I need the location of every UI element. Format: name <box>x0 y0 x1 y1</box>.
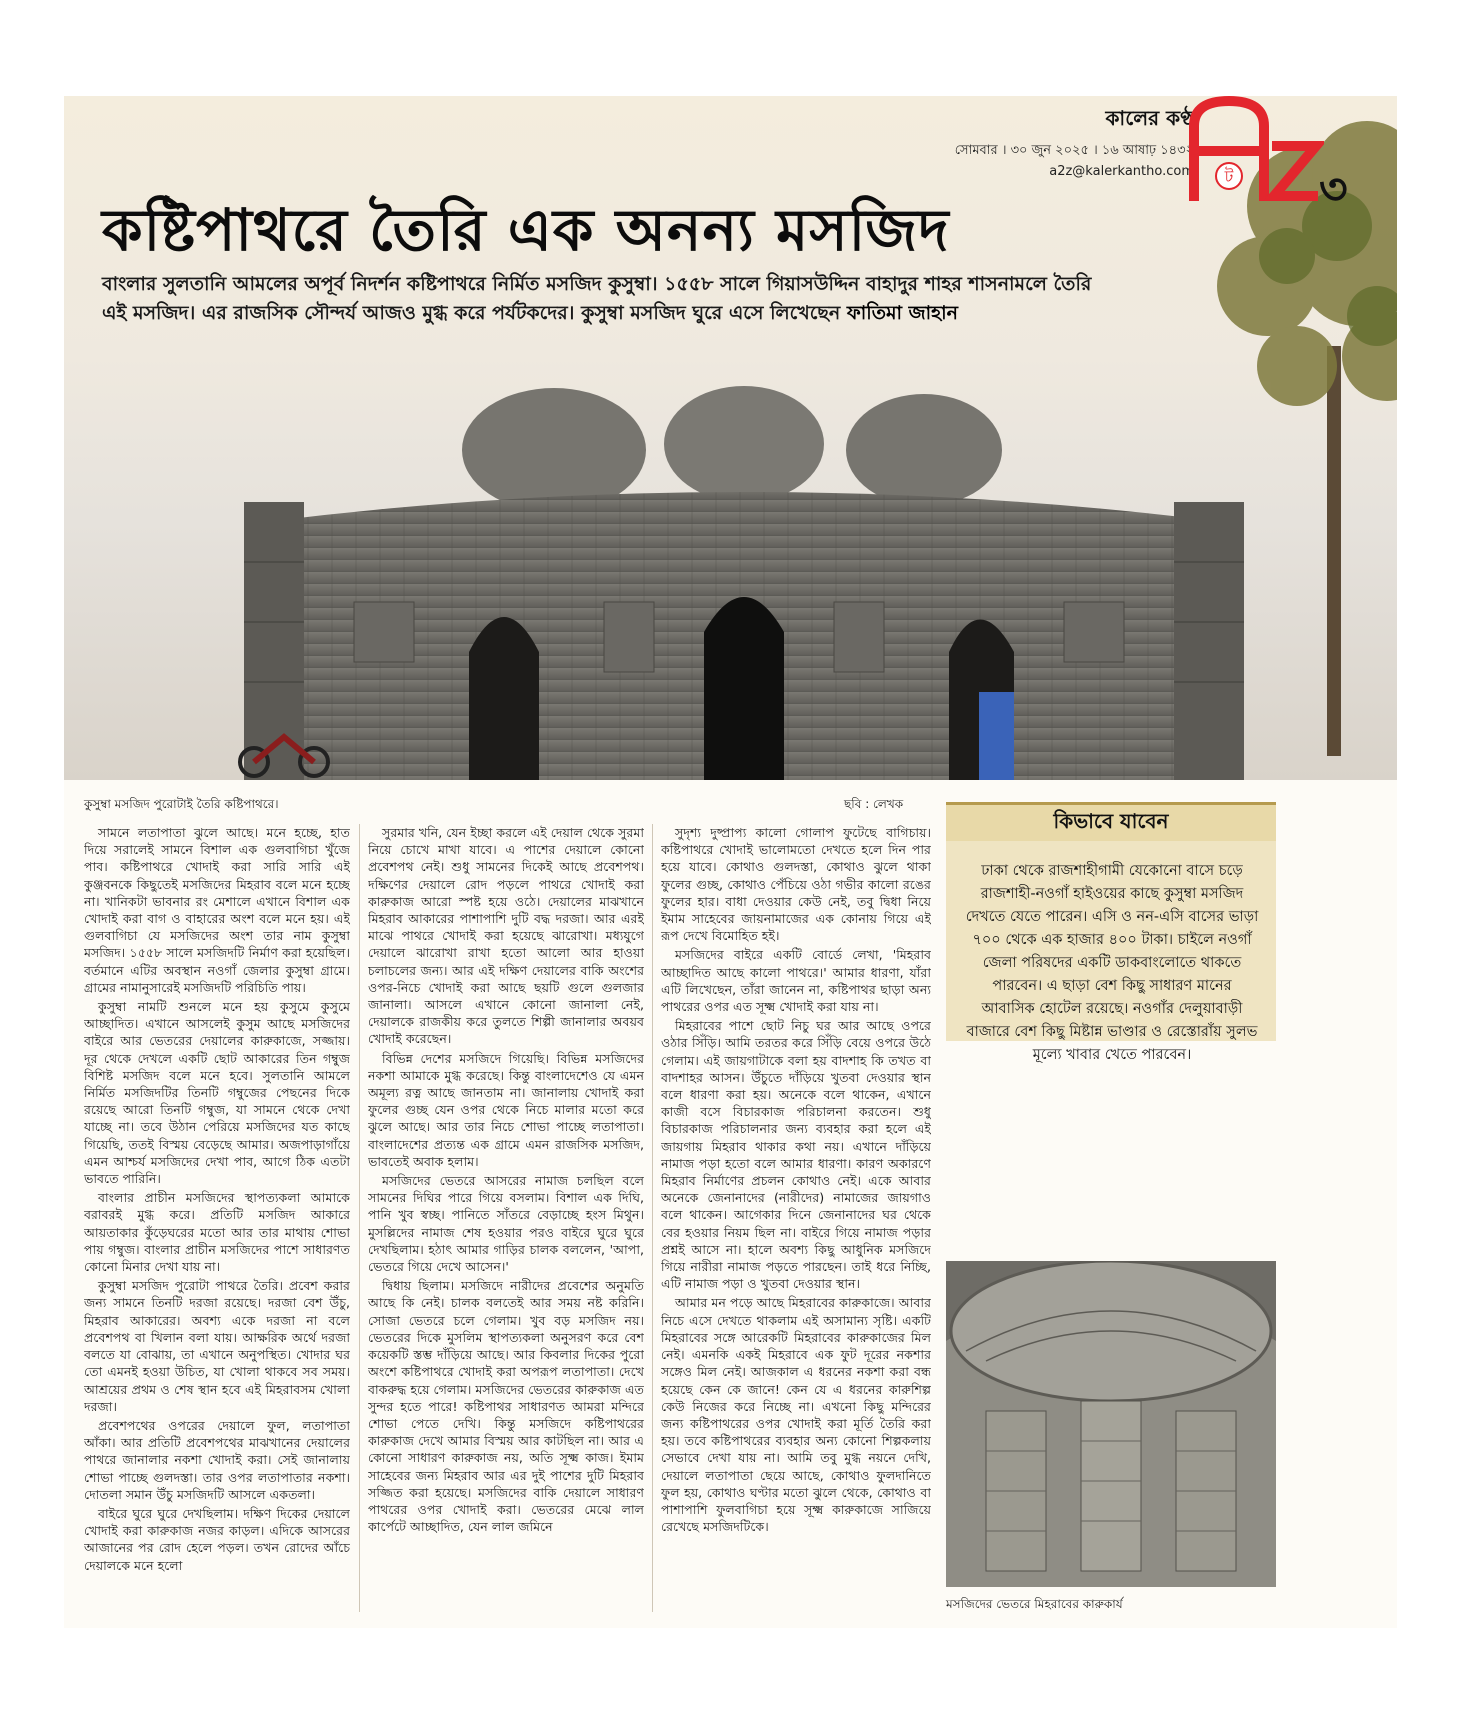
paragraph: মসজিদের বাইরে একটি বোর্ডে লেখা, 'মিহরাব আচ্ছাদিত আছে কালো পাথরে।' আমার ধারণা, যাঁরা এটি লিখেছেন, তাঁরা জানেন না, কষ্টিপাথর ছাড়া অন্য পাথরের ওপর এত সূক্ষ্ম খোদাই করা যায় না। <box>661 947 931 1015</box>
article-column-3 <box>661 824 931 1612</box>
page-number: ৩ <box>1319 164 1348 215</box>
newspaper-page <box>64 96 1397 1628</box>
masthead <box>774 104 1194 179</box>
author-name: ফাতিমা জাহান <box>846 302 958 324</box>
paragraph: মিহরাবের পাশে ছোট নিচু ঘর আর আছে ওপরে ওঠার সিঁড়ি। আমি তরতর করে সিঁড়ি বেয়ে ওপরে উঠে গেলাম। এই জায়গাটাকে বলা হয় বাদশাহ কি তখত বা বাদশাহর আসন। উঁচুতে দাঁড়িয়ে খুতবা দেওয়ার স্থান বলে ধারণা করা হয়। অনেকে বলে থাকেন, এখানে কাজী বসে বিচারকাজ পরিচালনা করতেন। শুধু বিচারকাজ পরিচালনার জন্য ব্যবহার করা হলে এই জায়গায় মিহরাব থাকার কথা নয়। এখানে দাঁড়িয়ে নামাজ পড়া হতো বলে আমার ধারণা। কারণ অকারণে মিহরাব নির্মাণের প্রচলন কোথাও নেই। একে আবার অনেকে জেনানাদের (নারীদের) নামাজের জায়গাও বলে থাকেন। আগেকার দিনে জেনানাদের ঘর থেকে বের হওয়ার নিয়ম ছিল না। বাইরে গিয়ে নামাজ পড়ার প্রশ্নই আসে না। হালে অবশ্য কিছু আধুনিক মসজিদে গিয়ে নারীরা নামাজ পড়তে পারছেন। তাই ধরে নিচ্ছি, এটি নামাজ পড়া ও খুতবা দেওয়ার স্থান। <box>661 1018 931 1292</box>
paragraph: সুরমার খনি, যেন ইচ্ছা করলে এই দেয়াল থেকে সুরমা নিয়ে চোখে মাখা যাবে। এ পাশের দেয়ালে কোনো প্রবেশপথ নেই। শুধু সামনের দিকেই আছে প্রবেশপথ। দক্ষিণের দেয়ালে রোদ পড়লে পাথরে খোদাই করা কারুকাজ আরো স্পষ্ট হয়ে ওঠে। দেয়ালের মাঝখানে মিহরাব আকারের পাশাপাশি দুটি বদ্ধ দরজা। আর এরই মাঝে পাথরে খোদাই করা হয়েছে ঝারোখা। মধ্যযুগে দেয়ালে ঝারোখা রাখা হতো আলো আর হাওয়া চলাচলের জন্য। আর এই দক্ষিণ দেয়ালের বাকি অংশের ওপর-নিচে খোদাই করা আছে ছয়টি গুলে গুলজার জানালা। আসলে এখানে কোনো জানালা নেই, দেয়ালকে রাজকীয় করে তুলতে শিল্পী জানালার অবয়ব খোদাই করেছেন। <box>368 825 644 1047</box>
newspaper-brand: কালের কণ্ঠ <box>1105 106 1194 130</box>
column-divider <box>652 824 653 1612</box>
paragraph: সুদৃশ্য দুষ্প্রাপ্য কালো গোলাপ ফুটেছে বাগিচায়। কষ্টিপাথরে খোদাই ভালোমতো দেখতে হলে দিন পার হয়ে যাবে। কোথাও গুলদস্তা, কোথাও ঝুলে থাকা ফুলের গুচ্ছ, কোথাও পেঁচিয়ে ওঠা গভীর কালো রঙের ফুলের হার। বাধা দেওয়ার কেউ নেই, তবু দ্বিধা নিয়ে ইমাম সাহেবের জায়নামাজের এক কোনায় গিয়ে এই রূপ দেখে বিমোহিত হই। <box>661 825 931 944</box>
article-column-1 <box>84 824 350 1612</box>
paragraph: বাইরে ঘুরে ঘুরে দেখছিলাম। দক্ষিণ দিকের দেয়ালে খোদাই করা কারুকাজ নজর কাড়ল। এদিকে আসরের আজানের পর রোদ হেলে পড়ল। তখন রোদের আঁচে দেয়ালকে মনে হলো <box>84 1505 350 1573</box>
intro-text <box>102 270 1102 328</box>
hero-photo <box>64 96 1397 780</box>
mihrab-interior-image <box>946 1261 1276 1587</box>
section-email: a2z@kalerkantho.com <box>1049 164 1194 179</box>
svg-text:ট: ট <box>1224 167 1234 186</box>
sidebar-heading: কিভাবে যাবেন <box>946 802 1276 841</box>
section-logo-icon <box>1184 96 1324 206</box>
dateline: সোমবার । ৩০ জুন ২০২৫ । ১৬ আষাঢ় ১৪৩২ <box>954 143 1194 158</box>
paragraph: কুসুম্বা মসজিদ পুরোটা পাথরে তৈরি। প্রবেশ করার জন্য সামনে তিনটি দরজা রয়েছে। দরজা বেশ উঁচু, মিহরাব আকারের। অবশ্য একে দরজা না বলে প্রবেশপথ বা খিলান বলা যায়। আক্ষরিক অর্থে দরজা বলতে যা বোঝায়, তা এখানে অনুপস্থিত। খোদার ঘর তো এমনই হওয়া উচিত, যা খোলা থাকবে সব সময়। আশ্রয়ের প্রথম ও শেষ স্থান হবে এই মিহরাবসম খোলা দরজা। <box>84 1278 350 1414</box>
paragraph: বাংলার প্রাচীন মসজিদের স্থাপত্যকলা আমাকে বরাবরই মুগ্ধ করে। প্রতিটি মসজিদ আকারে আয়তাকার কুঁড়েঘরের মতো আর তার মাথায় শোভা পায় গম্বুজ। বাংলার প্রাচীন মসজিদের পাশে সাধারণত কোনো মিনার দেখা যায় না। <box>84 1190 350 1275</box>
sidebar-text: ঢাকা থেকে রাজশাহীগামী যেকোনো বাসে চড়ে রাজশাহী-নওগাঁ হাইওয়ের কাছে কুসুম্বা মসজিদ দেখতে যেতে পারেন। এসি ও নন-এসি বাসের ভাড়া ৭০০ থেকে এক হাজার ৪০০ টাকা। চাইলে নওগাঁ জেলা পরিষদের একটি ডাকবাংলোতে থাকতে পারবেন। এ ছাড়া বেশ কিছু সাধারণ মানের আবাসিক হোটেল রয়েছে। নওগাঁর দেলুয়াবাড়ী বাজারে বেশ কিছু মিষ্টান্ন ভাণ্ডার ও রেস্তোরাঁয় সুলভ মূল্যে খাবার খেতে পারবেন। <box>965 863 1259 1063</box>
headline: কষ্টিপাথরে তৈরি এক অনন্য মসজিদ <box>102 196 950 264</box>
article-column-2 <box>368 824 644 1612</box>
photo-credit: ছবি : লেখক <box>844 797 904 811</box>
paragraph: বিভিন্ন দেশের মসজিদে গিয়েছি। বিভিন্ন মসজিদের নকশা আমাকে মুগ্ধ করেছে। কিন্তু বাংলাদেশেও যে এমন অমূল্য রত্ন আছে জানতাম না। জানালায় খোদাই করা ফুলের গুচ্ছ যেন ওপর থেকে নিচে মালার মতো করে ঝুলে আছে। আর তার নিচে শোভা পাচ্ছে লতাপাতা। বাংলাদেশের প্রত্যন্ত এক গ্রামে এমন রাজসিক মসজিদ, ভাবতেই অবাক হলাম। <box>368 1050 644 1169</box>
paragraph: মসজিদের ভেতরে আসরের নামাজ চলছিল বলে সামনের দিঘির পারে গিয়ে বসলাম। বিশাল এক দিঘি, পানি খুব স্বচ্ছ। পানিতে সাঁতরে বেড়াচ্ছে হংস মিথুন। মুসল্লিদের নামাজ শেষ হওয়ার পরও বাইরে ঘুরে ঘুরে দেখছিলাম। হঠাৎ আমার গাড়ির চালক বললেন, 'আপা, ভেতরে গিয়ে দেখে আসেন।' <box>368 1173 644 1275</box>
intro-body: বাংলার সুলতানি আমলের অপূর্ব নিদর্শন কষ্টিপাথরে নির্মিত মসজিদ কুসুম্বা। ১৫৫৮ সালে গিয়াসউদ্দিন বাহাদুর শাহর শাসনামলে তৈরি এই মসজিদ। এর রাজসিক সৌন্দর্য আজও মুগ্ধ করে পর্যটকদের। কুসুম্বা মসজিদ ঘুরে এসে লিখেছেন <box>102 273 1092 324</box>
photo-caption: কুসুম্বা মসজিদ পুরোটাই তৈরি কষ্টিপাথরে। <box>84 797 279 811</box>
interior-caption: মসজিদের ভেতরে মিহরাবের কারুকার্য <box>946 1597 1123 1611</box>
paragraph: প্রবেশপথের ওপরের দেয়ালে ফুল, লতাপাতা আঁকা। আর প্রতিটি প্রবেশপথের মাঝখানের দেয়ালের পাথরে জানালার নকশা খোদাই করা। সেই জানালায় শোভা পাচ্ছে গুলদস্তা। তার ওপর লতাপাতার নকশা। দোতলা সমান উঁচু মসজিদটি আসলে একতলা। <box>84 1417 350 1502</box>
paragraph: আমার মন পড়ে আছে মিহরাবের কারুকাজে। আবার নিচে এসে দেখতে থাকলাম এই অসামান্য সৃষ্টি। একটি মিহরাবের সঙ্গে আরেকটি মিহরাবের কারুকাজের মিল নেই। এমনকি একই মিহরাবে এক ফুট দূরের নকশার সঙ্গেও মিল নেই। আজকাল এ ধরনের নকশা করা বন্ধ হয়েছে কেন কে জানে! কেন যে এ ধরনের কারুশিল্প কেউ নিজের করে নিচ্ছে না। এখনো কিছু মন্দিরের জন্য কষ্টিপাথরের ওপর খোদাই করা মূর্তি তৈরি করা হয়। তবে কষ্টিপাথরের ব্যবহার অন্য কোনো শিল্পকলায় সেভাবে দেখা যায় না। আমি তবু মুগ্ধ নয়নে দেখি, দেয়ালে লতাপাতা ছেয়ে আছে, কোথাও ফুলদানিতে ফুল হয়, কোথাও ঘণ্টার মতো ঝুলে থেকে, কোথাও বা পাশাপাশি ফুলবাগিচা হয়ে সূক্ষ্ম কারুকাজে সাজিয়ে রেখেছে মসজিদটিকে। <box>661 1295 931 1535</box>
paragraph: কুসুম্বা নামটি শুনলে মনে হয় কুসুমে কুসুমে আচ্ছাদিত। এখানে আসলেই কুসুম আছে মসজিদের বাইরে আর ভেতরের দেয়ালের কারুকাজে, সজ্জায়। দূর থেকে দেখলে একটি ছোট আকারের তিন গম্বুজ বিশিষ্ট মসজিদ বলে মনে হবে। সুলতানি আমলে নির্মিত মসজিদটির তিনটি গম্বুজের পেছনের দিকে রয়েছে আরো তিনটি গম্বুজ, যা সামনে থেকে দেখা যাচ্ছে না। তবে উঠান পেরিয়ে মসজিদের যত কাছে গিয়েছি, ততই বিস্ময় বেড়েছে আমার। অজপাড়াগাঁয়ে এমন আশ্চর্য মসজিদের দেখা পাব, আগে ঠিক এতটা ভাবতে পারিনি। <box>84 999 350 1187</box>
mosque-image <box>224 332 1264 780</box>
paragraph: সামনে লতাপাতা ঝুলে আছে। মনে হচ্ছে, হাত দিয়ে সরালেই সামনে বিশাল এক গুলবাগিচা খুঁজে পাব। কষ্টিপাথরে খোদাই করা সারি সারি এই কুঞ্জবনকে কিছুতেই মসজিদের মিহরাব বলে মনে হচ্ছে না। খানিকটা ভাবনার রং মেশালে এখানে বিশাল এক খোদাই করা বাগ ও বাহারের অংশ বলে মনে হয়। এই গুলবাগিচা যে মসজিদের অংশ তার নাম কুসুম্বা মসজিদ। ১৫৫৮ সালে মসজিদটি নির্মাণ করা হয়েছিল। বর্তমানে এটির অবস্থান নওগাঁ জেলার কুসুম্বা গ্রামে। গ্রামের নামানুসারেই মসজিদটি পরিচিতি পায়। <box>84 825 350 995</box>
column-divider <box>359 824 360 1612</box>
paragraph: দ্বিধায় ছিলাম। মসজিদে নারীদের প্রবেশের অনুমতি আছে কি নেই। চালক বলতেই আর সময় নষ্ট করিনি। সোজা ভেতরে চলে গেলাম। খুব বড় মসজিদ নয়। ভেতরের দিকে মুসলিম স্থাপত্যকলা অনুসরণ করে বেশ কয়েকটি স্তম্ভ দাঁড়িয়ে আছে। আর কিবলার দিকের পুরো অংশে কষ্টিপাথরে খোদাই করা অপরূপ লতাপাতা। দেখে বাকরুদ্ধ হয়ে গেলাম। মসজিদের ভেতরের কারুকাজ এত সুন্দর হতে পারে! কষ্টিপাথর সাধারণত আমরা মন্দিরে শোভা পেতে দেখি। কিন্তু মসজিদে কষ্টিপাথরের কারুকাজ দেখে আমার বিস্ময় আর কাটছিল না। আর এ কোনো সাধারণ কারুকাজ নয়, অতি সূক্ষ্ম কাজ। ইমাম সাহেবের জন্য মিহরাব আর এর দুই পাশের দুটি মিহরাব সজ্জিত করা হয়েছে। মসজিদের বাকি দেয়ালে সাধারণ পাথরের ওপর খোদাই করা। ভেতরের মেঝে লাল কার্পেটে আচ্ছাদিত, যেন লাল জমিনে <box>368 1278 644 1535</box>
